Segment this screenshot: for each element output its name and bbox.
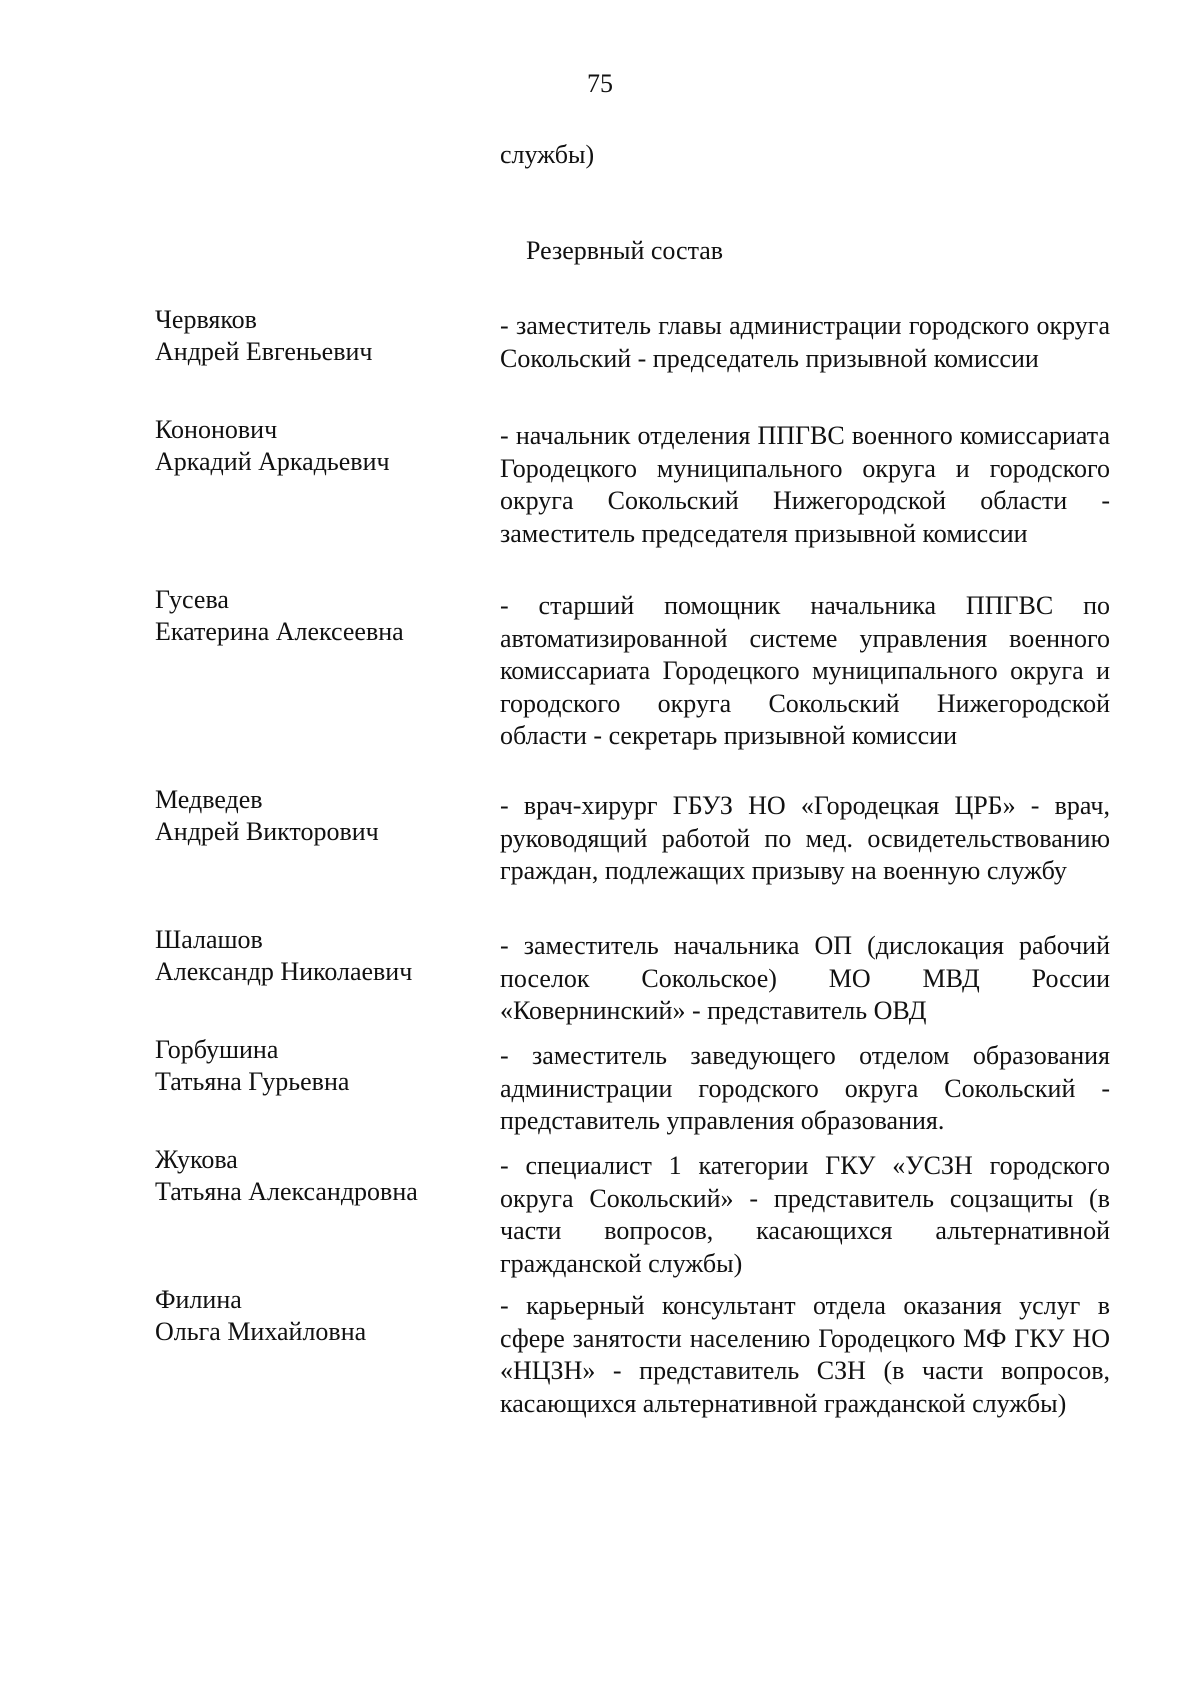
member-role: - заместитель главы администрации городского округа Сокольский - председатель призывной комиссии [500, 311, 1110, 373]
member-name [155, 924, 500, 1040]
page-number: 75 [587, 69, 613, 98]
members-list [155, 305, 1110, 1460]
member-role: - карьерный консультант отдела оказания услуг в сфере занятости населению Городецкого МФ ГКУ НО «НЦЗН» - представитель СЗН (в части вопросов, касающихся альтернативной гражданской службы) [500, 1291, 1110, 1418]
member-entry [155, 1035, 1110, 1150]
member-name [155, 784, 500, 930]
member-entry [155, 305, 1110, 420]
member-surname: Гусева [155, 585, 229, 614]
member-name [155, 1284, 500, 1460]
member-given-names: Татьяна Гурьевна [155, 1067, 350, 1096]
member-role: - врач-хирург ГБУЗ НО «Городецкая ЦРБ» - врач, руководящий работой по мед. освидетельствованию граждан, подлежащих призыву на военную службу [500, 791, 1110, 885]
member-surname: Кононович [155, 415, 278, 444]
member-entry [155, 1285, 1110, 1460]
member-given-names: Ольга Михайловна [155, 1317, 367, 1346]
member-role: - заместитель заведующего отделом образования администрации городского округа Сокольский - представитель управления образования. [500, 1041, 1110, 1135]
member-name [155, 1034, 500, 1150]
member-name [155, 1144, 500, 1290]
member-role: - специалист 1 категории ГКУ «УСЗН городского округа Сокольский» - представитель соцзащиты (в части вопросов, касающихся альтернативной гражданской службы) [500, 1151, 1110, 1278]
member-name [155, 304, 500, 420]
member-surname: Шалашов [155, 925, 263, 954]
member-role: - старший помощник начальника ППГВС по автоматизированной системе управления военного комиссариата Городецкого муниципального округа и городского округа Сокольский Нижегородской области - секретарь призывной комиссии [500, 591, 1110, 750]
member-given-names: Аркадий Аркадьевич [155, 447, 390, 476]
section-title: Резервный состав [526, 236, 724, 265]
member-entry [155, 585, 1110, 790]
member-surname: Червяков [155, 305, 257, 334]
member-given-names: Екатерина Алексеевна [155, 617, 404, 646]
member-given-names: Татьяна Александровна [155, 1177, 418, 1206]
member-name [155, 414, 500, 590]
member-surname: Филина [155, 1285, 242, 1314]
member-entry [155, 415, 1110, 590]
member-given-names: Александр Николаевич [155, 957, 413, 986]
member-given-names: Андрей Викторович [155, 817, 379, 846]
continuation-text: службы) [500, 140, 595, 169]
member-role: - начальник отделения ППГВС военного комиссариата Городецкого муниципального округа и городского округа Сокольский Нижегородской области - заместитель председателя призывной комиссии [500, 421, 1110, 548]
member-entry [155, 1145, 1110, 1290]
member-name [155, 584, 500, 790]
member-role: - заместитель начальника ОП (дислокация рабочий поселок Сокольское) МО МВД России «Ковернинский» - представитель ОВД [500, 931, 1110, 1025]
member-entry [155, 925, 1110, 1040]
member-surname: Жукова [155, 1145, 238, 1174]
member-given-names: Андрей Евгеньевич [155, 337, 373, 366]
member-surname: Медведев [155, 785, 263, 814]
member-entry [155, 785, 1110, 930]
member-surname: Горбушина [155, 1035, 279, 1064]
